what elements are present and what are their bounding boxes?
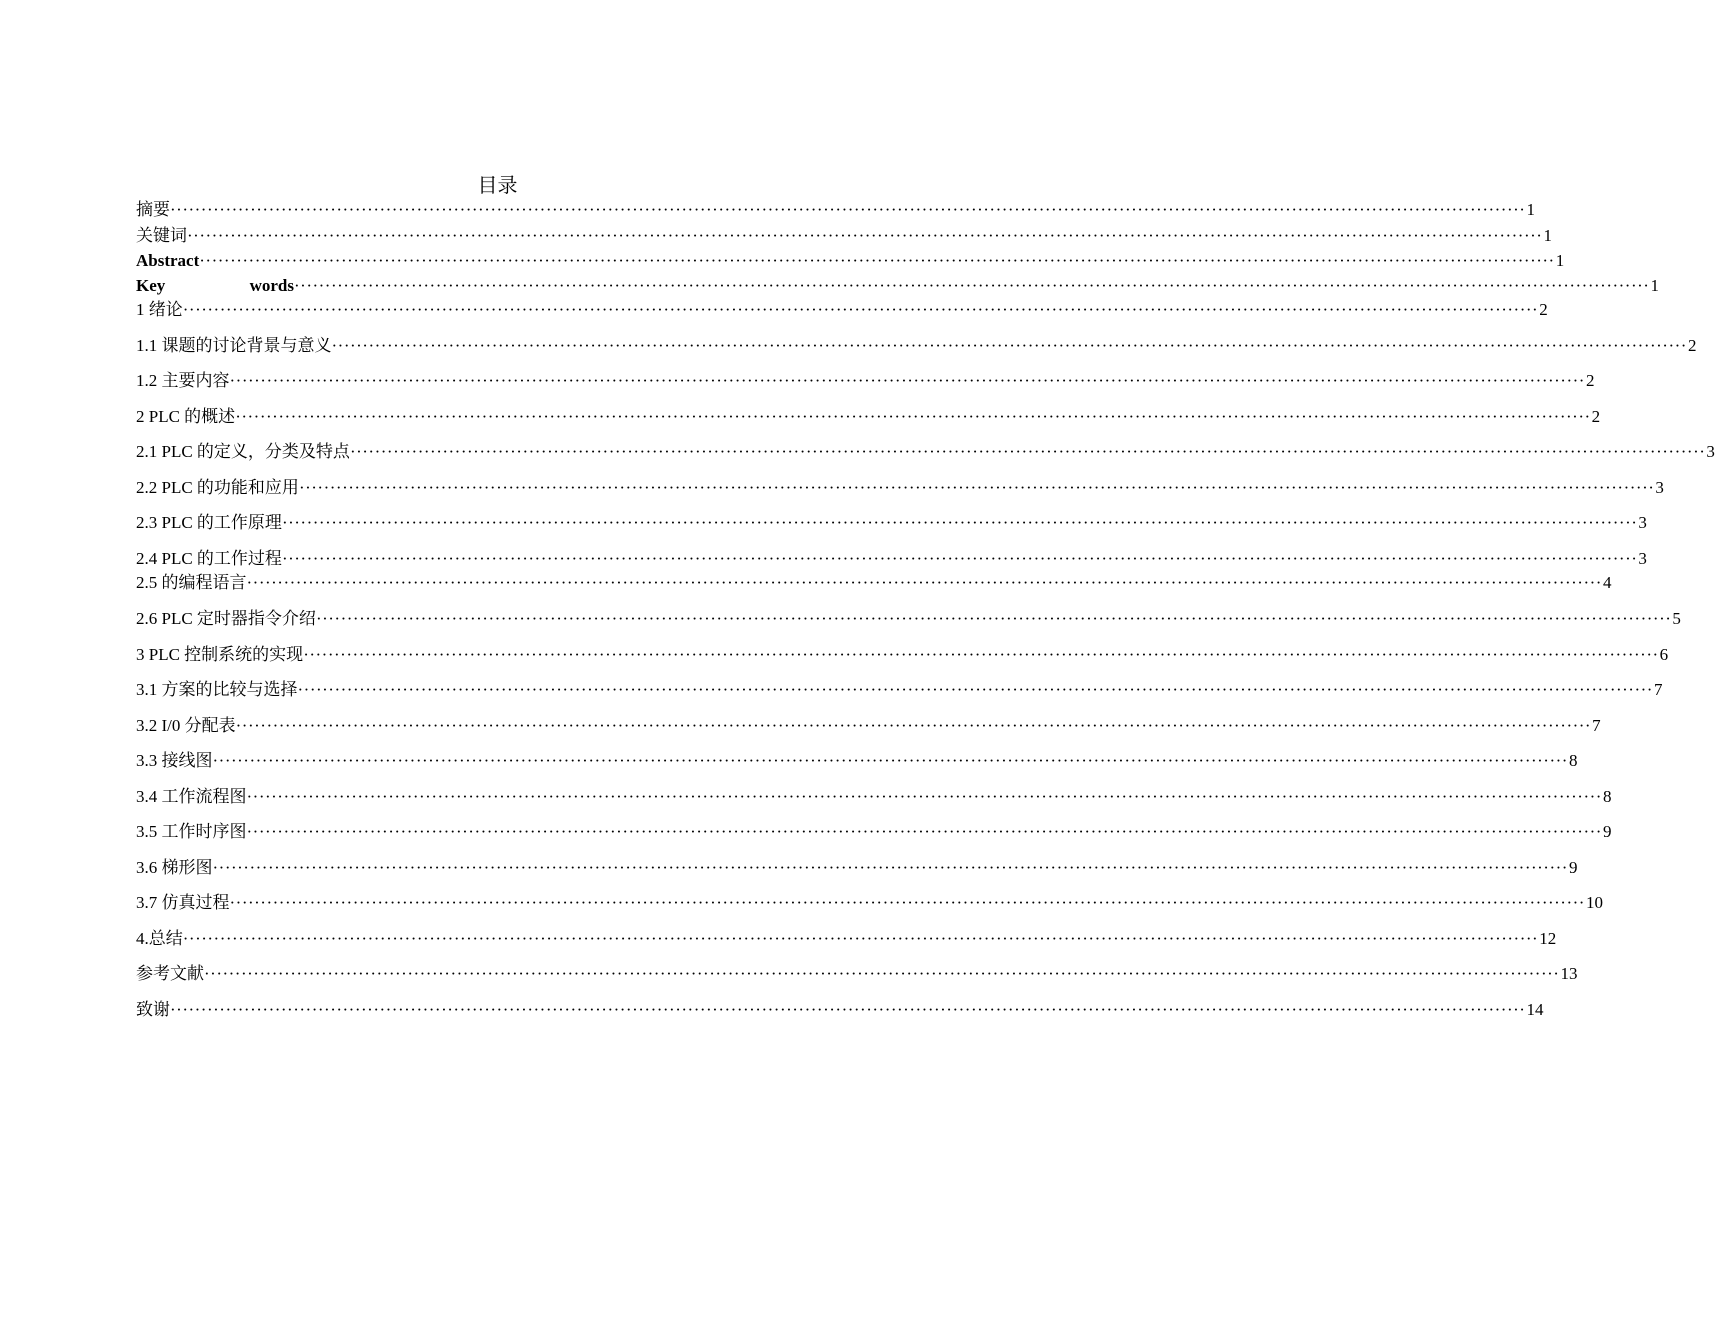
toc-entry-page: 2 bbox=[1539, 300, 1548, 319]
toc-entry[interactable] bbox=[136, 476, 1664, 500]
toc-entry[interactable] bbox=[136, 962, 1578, 986]
toc-entry[interactable] bbox=[136, 749, 1578, 773]
toc-leader: ···························································································································································································································· bbox=[294, 276, 1650, 295]
toc-entry-page: 5 bbox=[1672, 609, 1681, 628]
toc-leader: ···························································································································································································································· bbox=[303, 645, 1659, 664]
toc-entry-page: 1 bbox=[1543, 226, 1552, 245]
toc-leader: ···························································································································································································································· bbox=[297, 680, 1653, 699]
toc-entry-label: 1 绪论 bbox=[136, 300, 183, 319]
toc-entry-abstract-cn[interactable] bbox=[136, 198, 1535, 222]
toc-entry-page: 6 bbox=[1659, 645, 1669, 664]
toc-entry[interactable] bbox=[136, 334, 1697, 358]
toc-leader: ···························································································································································································································· bbox=[229, 371, 1585, 390]
toc-entry-page: 1 bbox=[1555, 251, 1565, 270]
toc-entry-page: 3 bbox=[1655, 478, 1664, 497]
toc-entry-page: 3 bbox=[1638, 513, 1647, 532]
toc-entry-page: 7 bbox=[1592, 716, 1601, 735]
toc-entry-page: 3 bbox=[1638, 549, 1647, 568]
toc-entry-label: 摘要 bbox=[136, 200, 170, 219]
toc-entry-page: 2 bbox=[1585, 371, 1595, 390]
toc-entry-label: 2.1 PLC 的定义，分类及特点 bbox=[136, 442, 350, 461]
toc-title: 目录 bbox=[477, 173, 518, 197]
toc-entry-label: 3 PLC 控制系统的实现 bbox=[136, 645, 304, 664]
toc-entry-label: 参考文献 bbox=[136, 964, 204, 983]
toc-leader: ···························································································································································································································· bbox=[349, 442, 1706, 461]
toc-leader: ···························································································································································································································· bbox=[170, 200, 1526, 219]
toc-entry-label: 3.3 接线图 bbox=[136, 751, 213, 770]
toc-leader: ···························································································································································································································· bbox=[212, 858, 1568, 877]
toc-entry[interactable] bbox=[136, 440, 1715, 464]
toc-entry[interactable] bbox=[136, 369, 1595, 393]
toc-entry[interactable] bbox=[136, 511, 1647, 535]
toc-leader: ···························································································································································································································· bbox=[281, 549, 1638, 568]
toc-leader: ···························································································································································································································· bbox=[235, 407, 1591, 426]
toc-entry-label: 2.4 PLC 的工作过程 bbox=[136, 549, 282, 568]
toc-entry[interactable] bbox=[136, 714, 1601, 738]
toc-entry[interactable] bbox=[136, 785, 1612, 809]
toc-entry-page: 9 bbox=[1568, 858, 1578, 877]
toc-leader: ···························································································································································································································· bbox=[182, 300, 1539, 319]
toc-entry[interactable] bbox=[136, 547, 1647, 571]
toc-entry-page: 13 bbox=[1560, 964, 1578, 983]
toc-entry-page: 7 bbox=[1653, 680, 1663, 699]
toc-entry[interactable] bbox=[136, 298, 1548, 322]
toc-entry-label bbox=[136, 274, 294, 298]
toc-leader: ···························································································································································································································· bbox=[187, 226, 1543, 245]
toc-entry[interactable] bbox=[136, 891, 1603, 915]
toc-entry-page: 8 bbox=[1568, 751, 1578, 770]
toc-leader: ···························································································································································································································· bbox=[281, 513, 1638, 532]
toc-entry-label: 2.2 PLC 的功能和应用 bbox=[136, 478, 299, 497]
toc-entry[interactable] bbox=[136, 571, 1612, 595]
toc-leader: ···························································································································································································································· bbox=[315, 609, 1672, 628]
toc-leader: ···························································································································································································································· bbox=[199, 251, 1555, 270]
toc-leader: ···························································································································································································································· bbox=[229, 893, 1585, 912]
toc-entry[interactable] bbox=[136, 856, 1578, 880]
toc-entry-label: 2.6 PLC 定时器指令介绍 bbox=[136, 609, 316, 628]
toc-entry-keywords-en[interactable] bbox=[136, 274, 1659, 298]
toc-entry-label: 2.5 的编程语言 bbox=[136, 573, 247, 592]
toc-entry-label: 2 PLC 的概述 bbox=[136, 407, 236, 426]
toc-leader: ···························································································································································································································· bbox=[235, 716, 1592, 735]
toc-entry-label: 关键词 bbox=[136, 226, 187, 245]
toc-entry-label: 3.2 I/0 分配表 bbox=[136, 716, 236, 735]
toc-entry[interactable] bbox=[136, 405, 1601, 429]
toc-entry-label: 1.1 课题的讨论背景与意义 bbox=[136, 336, 332, 355]
toc-entry-page: 4 bbox=[1602, 573, 1612, 592]
toc-leader: ···························································································································································································································· bbox=[204, 964, 1560, 983]
toc-entry-keywords-cn[interactable] bbox=[136, 224, 1552, 248]
toc-entry-page: 12 bbox=[1539, 929, 1557, 948]
toc-leader: ···························································································································································································································· bbox=[246, 787, 1602, 806]
toc-entry-label: 3.6 梯形图 bbox=[136, 858, 213, 877]
toc-entry[interactable] bbox=[136, 927, 1557, 951]
toc-entry[interactable] bbox=[136, 643, 1669, 667]
toc-leader: ···························································································································································································································· bbox=[182, 929, 1539, 948]
toc-entry-page: 2 bbox=[1591, 407, 1601, 426]
toc-entry[interactable] bbox=[136, 998, 1544, 1022]
toc-leader: ···························································································································································································································· bbox=[298, 478, 1655, 497]
toc-entry-page: 3 bbox=[1706, 442, 1715, 461]
toc-entry-page: 9 bbox=[1602, 822, 1612, 841]
toc-entry-label: 致谢 bbox=[136, 1000, 170, 1019]
toc-entry-label-word: Key bbox=[136, 276, 166, 295]
toc-entry[interactable] bbox=[136, 678, 1663, 702]
toc-leader: ···························································································································································································································· bbox=[170, 1000, 1526, 1019]
toc-entry-abstract-en[interactable] bbox=[136, 249, 1565, 273]
toc-entry-label-word: words bbox=[249, 276, 294, 295]
toc-entry[interactable] bbox=[136, 607, 1681, 631]
toc-entry-page: 2 bbox=[1687, 336, 1697, 355]
toc-leader: ···························································································································································································································· bbox=[331, 336, 1687, 355]
toc-entry-label: 1.2 主要内容 bbox=[136, 371, 230, 390]
toc-entry-page: 8 bbox=[1602, 787, 1612, 806]
toc-entry-label: 3.7 仿真过程 bbox=[136, 893, 230, 912]
toc-entry-page: 14 bbox=[1526, 1000, 1544, 1019]
toc-leader: ···························································································································································································································· bbox=[246, 822, 1602, 841]
toc-entry-label: 3.5 工作时序图 bbox=[136, 822, 247, 841]
toc-entry-page: 10 bbox=[1585, 893, 1603, 912]
toc-entry-label: 4.总结 bbox=[136, 929, 183, 948]
toc-entry-label: 3.4 工作流程图 bbox=[136, 787, 247, 806]
toc-entry-page: 1 bbox=[1650, 276, 1659, 295]
toc-entry-label: 2.3 PLC 的工作原理 bbox=[136, 513, 282, 532]
toc-entry[interactable] bbox=[136, 820, 1612, 844]
toc-leader: ···························································································································································································································· bbox=[246, 573, 1602, 592]
toc-entry-label: Abstract bbox=[136, 251, 200, 270]
toc-leader: ···························································································································································································································· bbox=[212, 751, 1568, 770]
toc-entry-label: 3.1 方案的比较与选择 bbox=[136, 680, 298, 699]
toc-entry-page: 1 bbox=[1526, 200, 1535, 219]
